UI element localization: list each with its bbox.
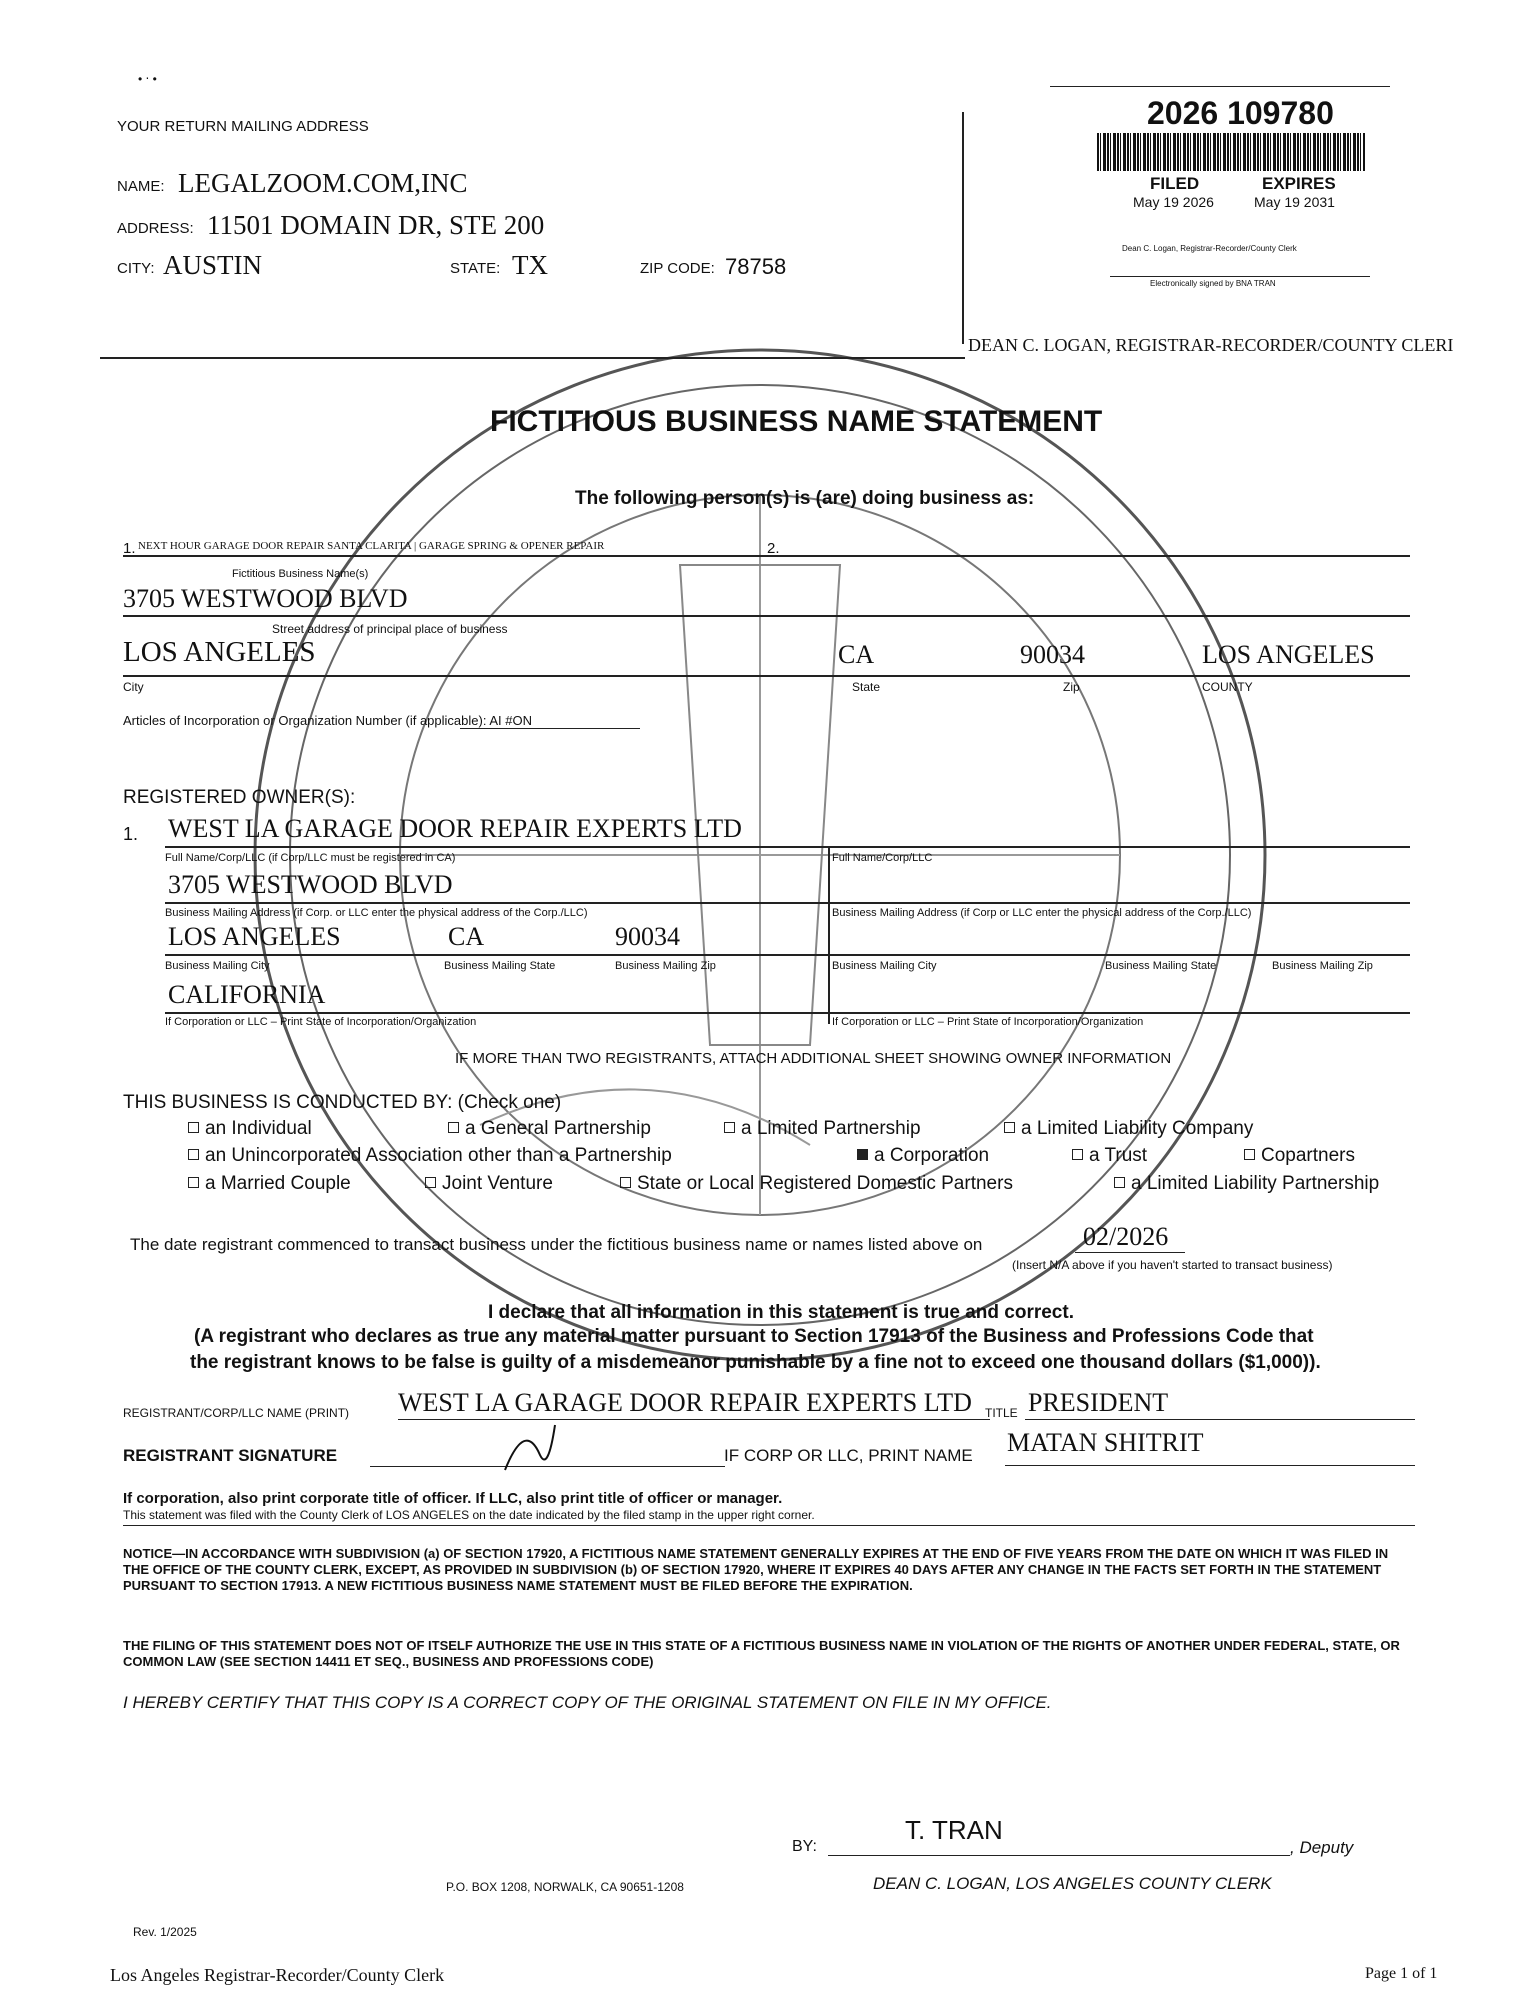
owner-inc-state: CALIFORNIA xyxy=(168,980,326,1009)
city-rule xyxy=(123,675,1410,677)
articles-label: Articles of Incorporation or Organization Number (if applicable): AI #ON xyxy=(123,713,532,728)
signed-line: Electronically signed by BNA TRAN xyxy=(1150,279,1276,288)
mail-city-label: Business Mailing City xyxy=(165,960,270,972)
option-llp[interactable]: a Limited Liability Partnership xyxy=(1114,1173,1379,1195)
mail-address-label: Business Mailing Address (if Corp. or LLC enter the physical address of the Corp./LLC) xyxy=(165,907,588,919)
checkbox-limited-partnership[interactable] xyxy=(724,1122,735,1133)
commenced-rule xyxy=(1075,1252,1185,1253)
street-rule xyxy=(123,615,1410,617)
owner-mail-zip: 90034 xyxy=(615,922,680,951)
owner-name-label-2: Full Name/Corp/LLC xyxy=(832,852,933,864)
registrant-title: PRESIDENT xyxy=(1028,1388,1169,1417)
mail-city-rule xyxy=(165,954,1410,956)
declaration-line-1: I declare that all information in this statement is true and correct. xyxy=(488,1302,1074,1323)
owner-mail-address: 3705 WESTWOOD BLVD xyxy=(168,870,453,899)
fbn-city: LOS ANGELES xyxy=(123,636,316,668)
checkbox-joint-venture[interactable] xyxy=(425,1177,436,1188)
deputy-name: T. TRAN xyxy=(905,1815,1003,1845)
option-general-partnership[interactable]: a General Partnership xyxy=(448,1118,651,1140)
option-unincorporated-association[interactable]: an Unincorporated Association other than a Partnership xyxy=(188,1145,672,1167)
registrar-line: DEAN C. LOGAN, REGISTRAR-RECORDER/COUNTY CLERI xyxy=(968,335,1454,355)
filed-note: This statement was filed with the County Clerk of LOS ANGELES on the date indicated by the filed stamp in the upper right corner. xyxy=(123,1508,815,1522)
mail-city-label-2: Business Mailing City xyxy=(832,960,937,972)
registrant-name-label: REGISTRANT/CORP/LLC NAME (PRINT) xyxy=(123,1406,350,1420)
owner-number: 1. xyxy=(123,824,139,844)
header-rule xyxy=(100,357,965,359)
return-address-heading: YOUR RETURN MAILING ADDRESS xyxy=(117,118,369,135)
option-individual[interactable]: an Individual xyxy=(188,1118,312,1140)
fbn-zip: 90034 xyxy=(1020,640,1085,669)
checkbox-general-partnership[interactable] xyxy=(448,1122,459,1133)
declaration-line-3: the registrant knows to be false is guilty of a misdemeanor punishable by a fine not to exceed one thousand dollars ($1,000)). xyxy=(190,1352,1321,1373)
scan-marks: • ‧ • xyxy=(138,72,157,86)
page-number: Page 1 of 1 xyxy=(1365,1965,1438,1982)
mail-address-label-2: Business Mailing Address (if Corp or LLC enter the physical address of the Corp./LLC) xyxy=(832,907,1252,919)
expires-label: EXPIRES xyxy=(1262,174,1336,193)
return-zip: 78758 xyxy=(725,254,787,279)
form-subtitle: The following person(s) is (are) doing business as: xyxy=(575,488,1035,509)
po-box: P.O. BOX 1208, NORWALK, CA 90651-1208 xyxy=(446,1880,684,1894)
street-label: Street address of principal place of business xyxy=(272,622,508,636)
fbn-county: LOS ANGELES xyxy=(1202,640,1375,669)
address-label: ADDRESS: xyxy=(117,220,194,237)
owner-mail-city: LOS ANGELES xyxy=(168,922,341,951)
print-name: MATAN SHITRIT xyxy=(1007,1428,1204,1457)
checkbox-unincorporated-association[interactable] xyxy=(188,1149,199,1160)
registrant-name: WEST LA GARAGE DOOR REPAIR EXPERTS LTD xyxy=(398,1388,972,1417)
owners-heading: REGISTERED OWNER(S): xyxy=(123,787,356,808)
fbn-number-2: 2. xyxy=(767,540,780,557)
revision: Rev. 1/2025 xyxy=(133,1925,197,1939)
option-limited-partnership[interactable]: a Limited Partnership xyxy=(724,1118,921,1140)
stamp-rule xyxy=(1110,276,1370,277)
stamp-left-border xyxy=(962,112,964,344)
form-title: FICTITIOUS BUSINESS NAME STATEMENT xyxy=(490,405,1103,438)
mail-zip-label-2: Business Mailing Zip xyxy=(1272,960,1373,972)
registrant-title-label: TITLE xyxy=(985,1406,1018,1420)
checkbox-llc[interactable] xyxy=(1004,1122,1015,1133)
checkbox-individual[interactable] xyxy=(188,1122,199,1133)
fbn-name: NEXT HOUR GARAGE DOOR REPAIR SANTA CLARITA | GARAGE SPRING & OPENER REPAIR xyxy=(138,540,605,552)
filed-note-rule xyxy=(123,1525,1415,1526)
state-field-label: State xyxy=(852,680,881,694)
return-state: TX xyxy=(512,250,548,280)
fbn-state: CA xyxy=(838,640,875,669)
expires-date: May 19 2031 xyxy=(1254,194,1335,210)
option-joint-venture[interactable]: Joint Venture xyxy=(425,1173,553,1195)
owner-name-rule xyxy=(165,846,1410,848)
articles-rule xyxy=(460,728,640,729)
checkbox-llp[interactable] xyxy=(1114,1177,1125,1188)
inc-state-label-2: If Corporation or LLC – Print State of Incorporation/Organization xyxy=(832,1016,1144,1028)
commenced-label: The date registrant commenced to transact business under the fictitious business name or names listed above on xyxy=(130,1235,983,1254)
fbn-label: Fictitious Business Name(s) xyxy=(232,568,369,580)
barcode xyxy=(1097,133,1365,171)
checkbox-domestic-partners[interactable] xyxy=(620,1177,631,1188)
option-llc[interactable]: a Limited Liability Company xyxy=(1004,1118,1253,1140)
signature-mark xyxy=(500,1420,560,1475)
street-address: 3705 WESTWOOD BLVD xyxy=(123,584,408,613)
by-label: BY: xyxy=(792,1838,817,1855)
file-number: 2026 109780 xyxy=(1147,95,1334,131)
print-name-label: IF CORP OR LLC, PRINT NAME xyxy=(724,1446,973,1465)
corp-title-note: If corporation, also print corporate title of officer. If LLC, also print title of officer or manager. xyxy=(123,1490,783,1507)
option-trust[interactable]: a Trust xyxy=(1072,1145,1147,1167)
commenced-date: 02/2026 xyxy=(1083,1222,1169,1251)
option-domestic-partners[interactable]: State or Local Registered Domestic Partners xyxy=(620,1173,1013,1195)
filed-label: FILED xyxy=(1150,174,1200,193)
deputy-label: , Deputy xyxy=(1290,1838,1354,1857)
more-registrants-note: IF MORE THAN TWO REGISTRANTS, ATTACH ADDITIONAL SHEET SHOWING OWNER INFORMATION xyxy=(455,1050,1172,1067)
city-field-label: City xyxy=(123,680,144,694)
signature-label: REGISTRANT SIGNATURE xyxy=(123,1446,338,1465)
state-label: STATE: xyxy=(450,260,501,277)
declaration-line-2: (A registrant who declares as true any material matter pursuant to Section 17913 of the Business and Professions Code that xyxy=(194,1326,1314,1347)
certify-statement: I HEREBY CERTIFY THAT THIS COPY IS A CORRECT COPY OF THE ORIGINAL STATEMENT ON FILE IN MY OFFICE. xyxy=(123,1693,1052,1712)
deputy-rule xyxy=(828,1855,1290,1856)
zip-label: ZIP CODE: xyxy=(640,260,715,277)
mail-state-label: Business Mailing State xyxy=(444,960,556,972)
clerk-line: Dean C. Logan, Registrar-Recorder/County Clerk xyxy=(1122,244,1297,253)
authorization-notice: THE FILING OF THIS STATEMENT DOES NOT OF ITSELF AUTHORIZE THE USE IN THIS STATE OF A FICTITIOUS BUSINESS NAME IN VIOLATION OF THE RIGHTS OF ANOTHER UNDER FEDERAL, STATE, OR COMMON LAW (SEE SECTION 14411 ET SEQ., BUSINESS AND PROFESSIONS CODE) xyxy=(123,1638,1400,1669)
owner-name: WEST LA GARAGE DOOR REPAIR EXPERTS LTD xyxy=(168,814,742,843)
commenced-note: (Insert N/A above if you haven't started to transact business) xyxy=(1012,1258,1333,1272)
mail-state-label-2: Business Mailing State xyxy=(1105,960,1217,972)
county-field-label: COUNTY xyxy=(1202,680,1253,694)
registrant-name-rule xyxy=(398,1419,990,1420)
checkbox-trust[interactable] xyxy=(1072,1149,1083,1160)
return-address: 11501 DOMAIN DR, STE 200 xyxy=(207,210,545,240)
filed-date: May 19 2026 xyxy=(1133,194,1214,210)
inc-state-label: If Corporation or LLC – Print State of Incorporation/Organization xyxy=(165,1016,477,1028)
fbn-number-1: 1. xyxy=(123,540,136,557)
owner-name-label: Full Name/Corp/LLC (if Corp/LLC must be registered in CA) xyxy=(165,852,456,864)
registrant-title-rule xyxy=(1025,1419,1415,1420)
print-name-rule xyxy=(1005,1465,1415,1466)
zip-field-label: Zip xyxy=(1063,680,1080,694)
checkbox-corporation[interactable] xyxy=(857,1149,868,1160)
mail-zip-label: Business Mailing Zip xyxy=(615,960,716,972)
inc-state-rule xyxy=(165,1012,1410,1014)
owner-mail-state: CA xyxy=(448,922,485,951)
conducted-heading: THIS BUSINESS IS CONDUCTED BY: (Check one) xyxy=(123,1092,562,1113)
checkbox-married-couple[interactable] xyxy=(188,1177,199,1188)
return-name: LEGALZOOM.COM,INC xyxy=(178,168,468,198)
name-label: NAME: xyxy=(117,178,165,195)
option-corporation[interactable]: a Corporation xyxy=(857,1145,989,1167)
city-label: CITY: xyxy=(117,260,155,277)
checkbox-copartners[interactable] xyxy=(1244,1149,1255,1160)
option-married-couple[interactable]: a Married Couple xyxy=(188,1173,351,1195)
owner-column-divider xyxy=(828,848,830,1024)
option-copartners[interactable]: Copartners xyxy=(1244,1145,1355,1167)
return-city: AUSTIN xyxy=(163,250,262,280)
expiration-notice: NOTICE—IN ACCORDANCE WITH SUBDIVISION (a) OF SECTION 17920, A FICTITIOUS NAME STATEMENT GENERALLY EXPIRES AT THE END OF FIVE YEARS FROM THE DATE ON WHICH IT WAS FILED IN THE OFFICE OF THE COUNTY CLERK, EXCEPT, AS PROVIDED IN SUBDIVISION (b) OF SECTION 17920, WHERE IT EXPIRES 40 DAYS AFTER ANY CHANGE IN THE FACTS SET FORTH IN THE STATEMENT PURSUANT TO SECTION 17913. A NEW FICTITIOUS BUSINESS NAME STATEMENT MUST BE FILED BEFORE THE EXPIRATION. xyxy=(123,1546,1389,1593)
fbn-rule xyxy=(123,555,1410,557)
stamp-top-border xyxy=(1050,86,1390,87)
mail-address-rule xyxy=(165,902,1410,904)
agency-footer: Los Angeles Registrar-Recorder/County Clerk xyxy=(110,1965,445,1985)
county-clerk: DEAN C. LOGAN, LOS ANGELES COUNTY CLERK xyxy=(873,1874,1272,1893)
